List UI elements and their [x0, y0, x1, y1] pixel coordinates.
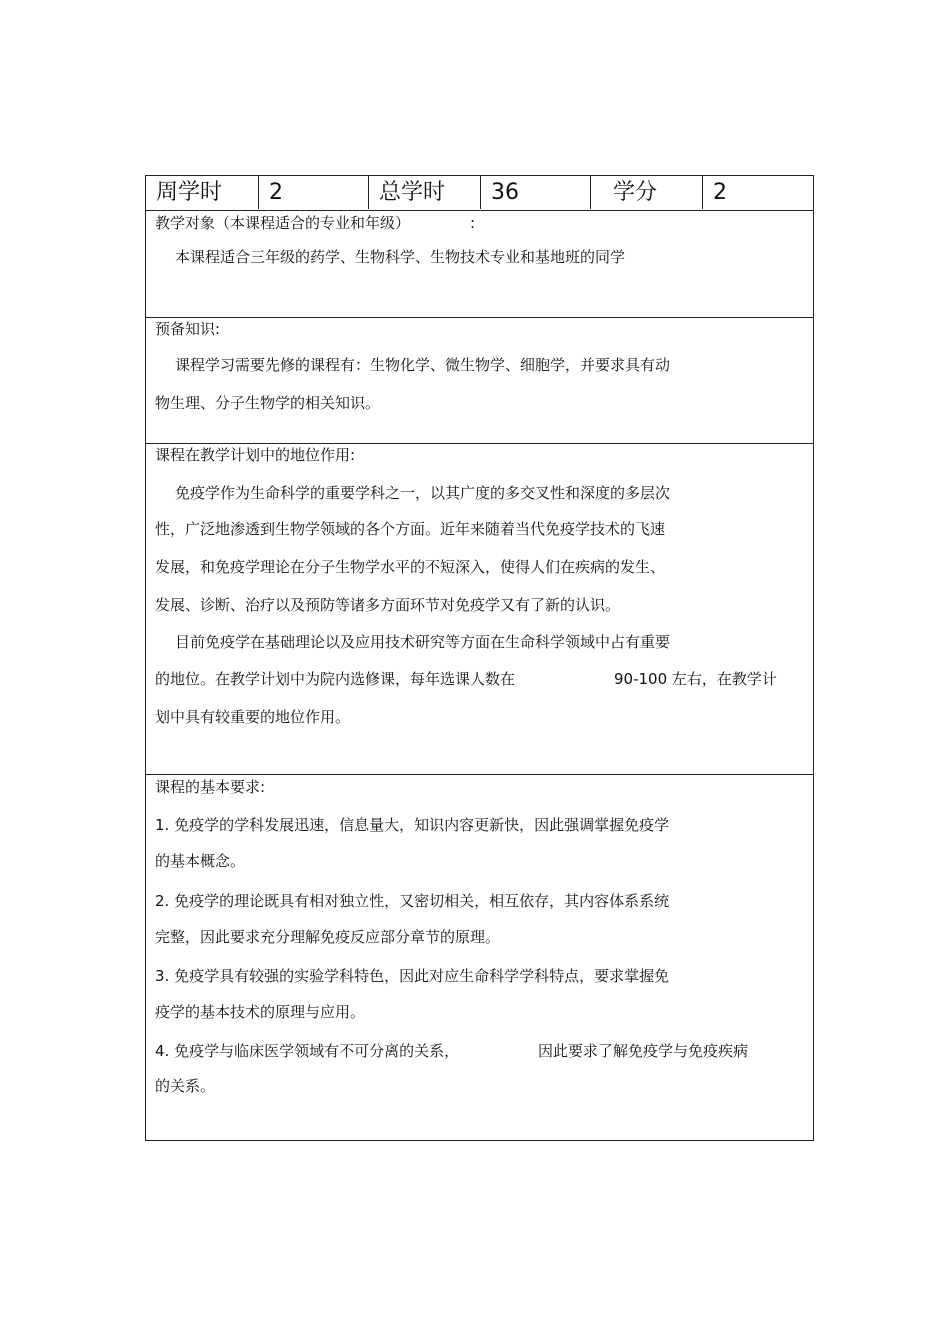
- role-heading: 课程在教学计划中的地位作用:: [155, 446, 356, 464]
- role-p2-line-2b: 90-100 左右，在教学计: [614, 670, 777, 688]
- header-row: [146, 176, 813, 211]
- weekly-hours-value: 2: [259, 176, 369, 209]
- audience-heading: 教学对象（本课程适合的专业和年级）: [155, 214, 411, 232]
- role-p1-line-3: 发展，和免疫学理论在分子生物学水平的不短深入，使得人们在疾病的发生、: [155, 558, 666, 576]
- requirements-heading: 课程的基本要求:: [155, 778, 266, 796]
- role-p2-line-3: 划中具有较重要的地位作用。: [155, 708, 351, 726]
- credits-label: 学分: [591, 176, 703, 209]
- requirement-1-line-1: 1. 免疫学的学科发展迅速，信息量大，知识内容更新快，因此强调掌握免疫学: [155, 816, 670, 834]
- role-p1-line-1: 免疫学作为生命科学的重要学科之一，以其广度的多交叉性和深度的多层次: [175, 484, 671, 502]
- total-hours-label: 总学时: [369, 176, 481, 209]
- prerequisites-section: [146, 318, 813, 444]
- requirement-4-line-1a: 4. 免疫学与临床医学领域有不可分离的关系，: [155, 1042, 460, 1060]
- role-p2-line-1: 目前免疫学在基础理论以及应用技术研究等方面在生命科学领域中占有重要: [175, 633, 671, 651]
- role-section: [146, 444, 813, 775]
- audience-text: 本课程适合三年级的药学、生物科学、生物技术专业和基地班的同学: [175, 248, 626, 266]
- requirement-2-line-1: 2. 免疫学的理论既具有相对独立性，又密切相关，相互依存，其内容体系系统: [155, 892, 670, 910]
- role-p1-line-2: 性，广泛地渗透到生物学领域的各个方面。近年来随着当代免疫学技术的飞速: [155, 520, 666, 538]
- total-hours-value: 36: [481, 176, 591, 209]
- role-p1-line-4: 发展、诊断、治疗以及预防等诸多方面环节对免疫学又有了新的认识。: [155, 596, 621, 614]
- requirement-3-line-2: 疫学的基本技术的原理与应用。: [155, 1003, 366, 1021]
- credits-value: 2: [713, 180, 727, 205]
- weekly-hours-label: 周学时: [146, 176, 259, 209]
- requirement-4-line-1b: 因此要求了解免疫学与免疫疾病: [538, 1042, 749, 1060]
- requirement-4-line-2: 的关系。: [155, 1077, 216, 1095]
- audience-section: [146, 211, 813, 318]
- requirement-3-line-1: 3. 免疫学具有较强的实验学科特色，因此对应生命科学学科特点，要求掌握免: [155, 967, 670, 985]
- prerequisites-line-2: 物生理、分子生物学的相关知识。: [155, 394, 381, 412]
- requirement-1-line-2: 的基本概念。: [155, 852, 246, 870]
- requirement-2-line-2: 完整，因此要求充分理解免疫反应部分章节的原理。: [155, 928, 501, 946]
- prerequisites-heading: 预备知识:: [155, 320, 221, 338]
- course-table: [145, 175, 814, 1141]
- requirements-section: [146, 775, 813, 1139]
- prerequisites-line-1: 课程学习需要先修的课程有：生物化学、微生物学、细胞学，并要求具有动: [175, 356, 671, 374]
- role-p2-line-2a: 的地位。在教学计划中为院内选修课，每年选课人数在: [155, 670, 516, 688]
- audience-colon: :: [470, 214, 476, 232]
